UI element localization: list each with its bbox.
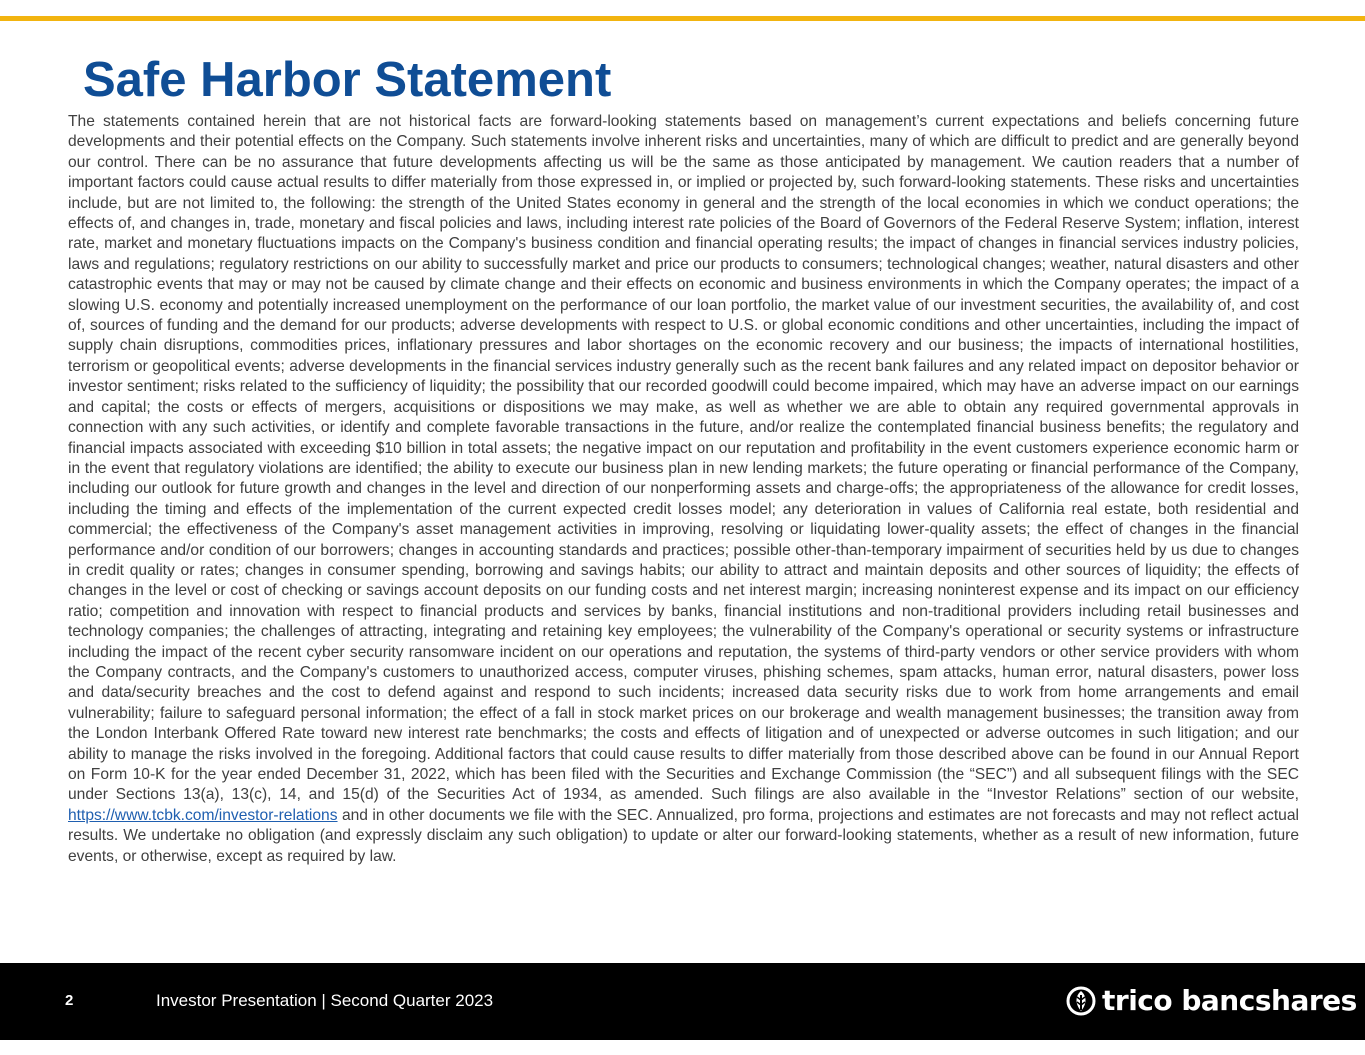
safe-harbor-body bbox=[68, 112, 1299, 867]
presentation-label: Investor Presentation | Second Quarter 2023 bbox=[156, 991, 494, 1010]
trico-leaf-icon bbox=[1066, 986, 1096, 1016]
company-logo bbox=[1066, 984, 1357, 1018]
body-text-part-2: and in other documents we file with the SEC. Annualized, pro forma, projections and estimates are not forecasts and may not reflect actual results. We undertake no obligation (and expressly disclaim any such obligation) to update or alter our forward-looking statements, whether as a result of new information, future events, or otherwise, except as required by law. bbox=[68, 806, 1299, 865]
investor-relations-link[interactable]: https://www.tcbk.com/investor-relations bbox=[68, 806, 338, 824]
slide-title: Safe Harbor Statement bbox=[83, 53, 612, 107]
page-number: 2 bbox=[65, 992, 74, 1009]
top-accent-rule bbox=[0, 16, 1365, 21]
body-text-part-1: The statements contained herein that are not historical facts are forward-looking statements based on management’s current expectations and beliefs concerning future developments and their potential effects on the Company. Such statements involve inherent risks and uncertainties, many of which are difficult to predict and are generally beyond our control. There can be no assurance that future developments affecting us will be the same as those anticipated by management. We caution readers that a number of important factors could cause actual results to differ materially from those expressed in, or implied or projected by, such forward-looking statements. These risks and uncertainties include, but are not limited to, the following: the strength of the United States economy in general and the strength of the local economies in which we conduct operations; the effects of, and changes in, trade, monetary and fiscal policies and laws, including interest rate policies of the Board of Governors of the Federal Reserve System; inflation, interest rate, market and monetary fluctuations impacts on the Company's business condition and financial operating results; the impact of changes in financial services industry policies, laws and regulations; regulatory restrictions on our ability to successfully market and price our products to consumers; technological changes; weather, natural disasters and other catastrophic events that may or may not be caused by climate change and their effects on economic and business environments in which the Company operates; the impact of a slowing U.S. economy and potentially increased unemployment on the performance of our loan portfolio, the market value of our investment securities, the availability of, and cost of, sources of funding and the demand for our products; adverse developments with respect to U.S. or global economic conditions and other uncertainties, including the impact of supply chain disruptions, commodities prices, inflationary pressures and labor shortages on the economic recovery and our business; the impacts of international hostilities, terrorism or geopolitical events; adverse developments in the financial services industry generally such as the recent bank failures and any related impact on depositor behavior or investor sentiment; risks related to the sufficiency of liquidity; the possibility that our recorded goodwill could become impaired, which may have an adverse impact on our earnings and capital; the costs or effects of mergers, acquisitions or dispositions we may make, as well as whether we are able to obtain any required governmental approvals in connection with any such activities, or identify and complete favorable transactions in the future, and/or realize the contemplated financial business benefits; the regulatory and financial impacts associated with exceeding $10 billion in total assets; the negative impact on our reputation and profitability in the event customers experience economic harm or in the event that regulatory violations are identified; the ability to execute our business plan in new lending markets; the future operating or financial performance of the Company, including our outlook for future growth and changes in the level and direction of our nonperforming assets and charge-offs; the appropriateness of the allowance for credit losses, including the timing and effects of the implementation of the current expected credit losses model; any deterioration in values of California real estate, both residential and commercial; the effectiveness of the Company's asset management activities in improving, resolving or liquidating lower-quality assets; the effect of changes in the financial performance and/or condition of our borrowers; changes in accounting standards and practices; possible other-than-temporary impairment of securities held by us due to changes in credit quality or rates; changes in consumer spending, borrowing and savings habits; our ability to attract and maintain deposits and other sources of liquidity; the effects of changes in the level or cost of checking or savings account deposits on our funding costs and net interest margin; increasing noninterest expense and its impact on our efficiency ratio; competition and innovation with respect to financial products and services by banks, financial institutions and non-traditional providers including retail businesses and technology companies; the challenges of attracting, integrating and retaining key employees; the vulnerability of the Company's operational or security systems or infrastructure including the impact of the recent cyber security ransomware incident on our operations and reputation, the systems of third-party vendors or other service providers with whom the Company contracts, and the Company's customers to unauthorized access, computer viruses, phishing schemes, spam attacks, human error, natural disasters, power loss and data/security breaches and the cost to defend against and respond to such incidents; increased data security risks due to work from home arrangements and email vulnerability; failure to safeguard personal information; the effect of a fall in stock market prices on our brokerage and wealth management businesses; the transition away from the London Interbank Offered Rate toward new interest rate benchmarks; the costs and effects of litigation and of unexpected or adverse outcomes in such litigation; and our ability to manage the risks involved in the foregoing. Additional factors that could cause results to differ materially from those described above can be found in our Annual Report on Form 10-K for the year ended December 31, 2022, which has been filed with the Securities and Exchange Commission (the “SEC”) and all subsequent filings with the SEC under Sections 13(a), 13(c), 14, and 15(d) of the Securities Act of 1934, as amended. Such filings are also available in the “Investor Relations” section of our website, bbox=[68, 113, 1299, 804]
logo-wordmark: trico bancshares bbox=[1102, 984, 1357, 1017]
